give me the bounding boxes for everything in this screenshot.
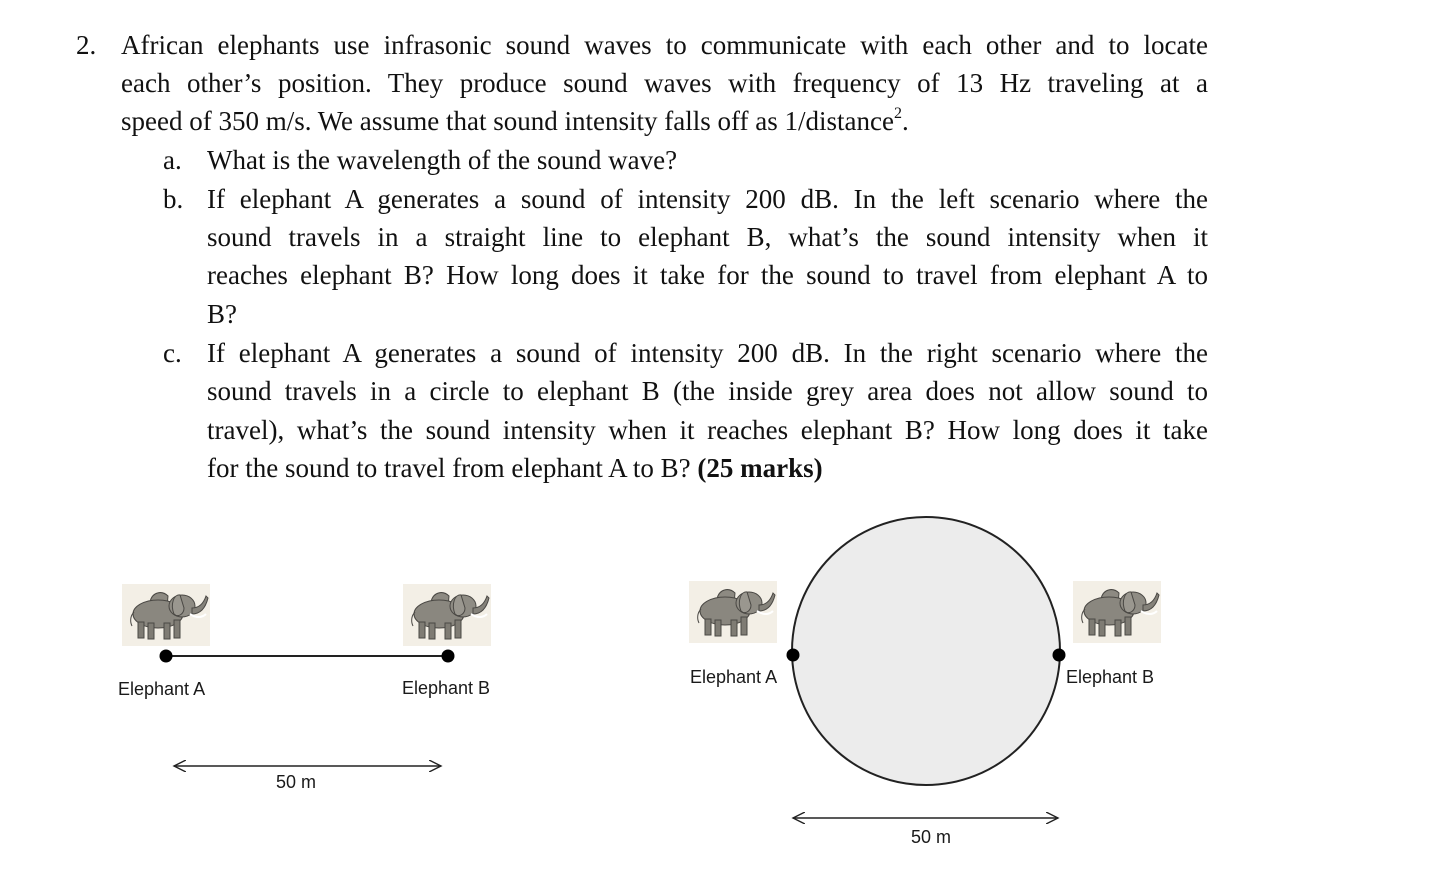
left-elephant-a-label: Elephant A (118, 679, 206, 699)
elephant-b-dot-right (1053, 649, 1066, 662)
stem-superscript: 2 (893, 105, 902, 122)
elephant-a-dot-right (787, 649, 800, 662)
left-elephant-b-label: Elephant B (402, 678, 491, 698)
stem-line-2: each other’s position. They produce sound waves with frequency of 13 Hz traveling at a (121, 68, 1208, 98)
part-a-label: a. (163, 145, 182, 175)
part-c-line-4-text: for the sound to travel from elephant A to B? (207, 453, 691, 483)
part-c-line-1: If elephant A generates a sound of intensity 200 dB. In the right scenario where the (207, 338, 1208, 368)
right-elephant-a-label: Elephant A (690, 667, 778, 687)
marks-label: (25 marks) (697, 453, 823, 483)
part-b-line-3: reaches elephant B? How long does it take for the sound to travel from elephant A to (207, 260, 1208, 290)
part-b-line-1: If elephant A generates a sound of intensity 200 dB. In the left scenario where the (207, 184, 1208, 214)
part-b-line-2: sound travels in a straight line to elephant B, what’s the sound intensity when it (207, 222, 1208, 252)
grey-circle (792, 517, 1060, 785)
elephant-a-dot (160, 650, 173, 663)
part-c-label: c. (163, 338, 182, 368)
elephant-b-dot (442, 650, 455, 663)
part-c-line-2: sound travels in a circle to elephant B (the inside grey area does not allow sound to (207, 376, 1208, 406)
part-a-line-1: What is the wavelength of the sound wave? (207, 145, 678, 175)
part-b-line-4: B? (207, 299, 237, 329)
elephant-icon (1073, 581, 1161, 643)
stem-line-1: African elephants use infrasonic sound waves to communicate with each other and to locate (121, 30, 1208, 60)
right-distance-label: 50 m (911, 827, 952, 847)
question-number: 2. (76, 30, 97, 60)
right-elephant-b-label: Elephant B (1066, 667, 1155, 687)
left-distance-label: 50 m (276, 772, 317, 792)
part-b-label: b. (163, 184, 184, 214)
elephant-icon (122, 584, 210, 646)
elephant-icon (689, 581, 777, 643)
stem-end: . (901, 106, 909, 136)
part-c-line-3: travel), what’s the sound intensity when it reaches elephant B? How long does it take (207, 415, 1208, 445)
elephant-icon (403, 584, 491, 646)
stem-line-3-text: speed of 350 m/s. We assume that sound intensity falls off as 1/distance (121, 106, 894, 136)
